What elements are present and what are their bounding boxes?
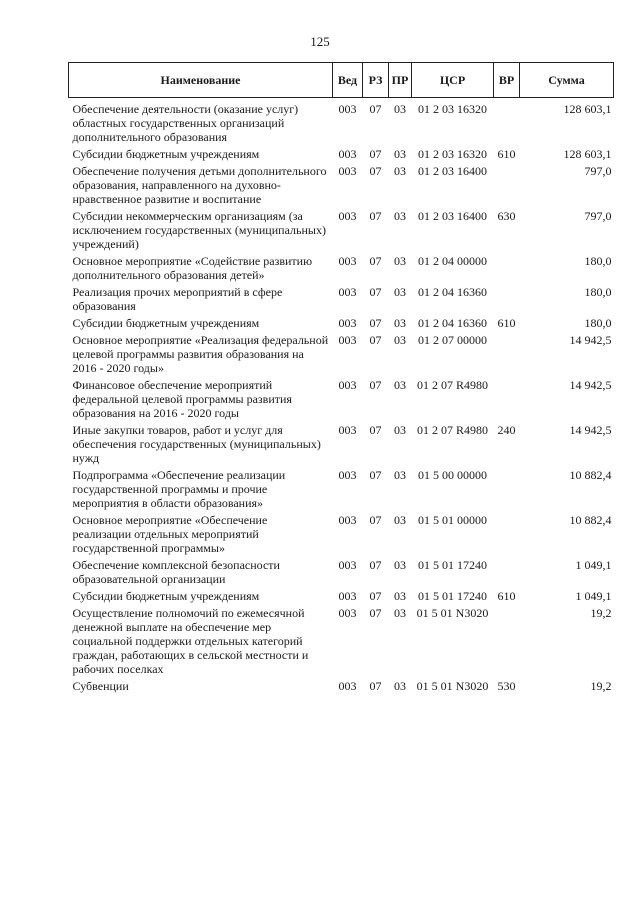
cell-ved: 003 [338, 209, 357, 223]
header-rz: РЗ [363, 63, 389, 98]
table-row [69, 606, 614, 679]
cell-pr: 03 [394, 209, 406, 223]
cell-pr: 03 [394, 468, 406, 482]
cell-rz: 07 [369, 254, 382, 268]
budget-table-container [68, 62, 613, 696]
cell-rz: 07 [369, 423, 382, 437]
table-row [69, 147, 614, 164]
cell-vr [494, 164, 520, 209]
cell-csr: 01 2 04 16360 [418, 316, 487, 330]
cell-csr: 01 2 04 16360 [418, 285, 487, 299]
cell-vr: 630 [497, 209, 516, 223]
header-sum: Сумма [520, 63, 614, 98]
cell-csr: 01 5 01 00000 [418, 513, 487, 527]
table-row [69, 316, 614, 333]
cell-vr [494, 254, 520, 285]
cell-sum: 180,0 [584, 316, 612, 330]
table-body [69, 98, 614, 697]
cell-ved: 003 [338, 333, 357, 347]
cell-vr [494, 285, 520, 316]
cell-name: Обеспечение деятельности (оказание услуг) областных государственных организаций дополнительного образования [72, 102, 299, 144]
cell-vr [494, 606, 520, 679]
cell-name: Обеспечение комплексной безопасности образовательной организации [72, 558, 280, 586]
cell-name: Реализация прочих мероприятий в сфере образования [72, 285, 283, 313]
cell-vr: 610 [497, 316, 516, 330]
cell-pr: 03 [394, 589, 406, 603]
cell-ved: 003 [338, 468, 357, 482]
cell-csr: 01 2 07 R4980 [416, 378, 488, 392]
cell-csr: 01 5 01 N3020 [416, 679, 489, 693]
cell-pr: 03 [394, 378, 406, 392]
cell-rz: 07 [369, 333, 382, 347]
cell-rz: 07 [369, 513, 382, 527]
cell-ved: 003 [338, 378, 357, 392]
cell-rz: 07 [369, 316, 382, 330]
cell-pr: 03 [394, 147, 406, 161]
cell-name: Субсидии бюджетным учреждениям [72, 589, 260, 603]
cell-ved: 003 [338, 558, 357, 572]
cell-pr: 03 [394, 316, 406, 330]
cell-vr [494, 378, 520, 423]
cell-ved: 003 [338, 316, 357, 330]
cell-vr [494, 558, 520, 589]
cell-pr: 03 [394, 102, 406, 116]
cell-vr: 610 [497, 147, 516, 161]
cell-ved: 003 [338, 254, 357, 268]
cell-pr: 03 [394, 254, 406, 268]
cell-rz: 07 [369, 378, 382, 392]
cell-sum: 10 882,4 [569, 513, 612, 527]
cell-name: Основное мероприятие «Содействие развитию дополнительного образования детей» [72, 254, 313, 282]
table-row [69, 423, 614, 468]
table-row [69, 209, 614, 254]
cell-name: Иные закупки товаров, работ и услуг для обеспечения государственных (муниципальных) нужд [72, 423, 321, 465]
cell-vr [494, 333, 520, 378]
cell-name: Подпрограмма «Обеспечение реализации государственной программы и прочие мероприятия в области образования» [72, 468, 286, 510]
cell-sum: 14 942,5 [569, 423, 612, 437]
cell-rz: 07 [369, 209, 382, 223]
cell-csr: 01 2 03 16400 [418, 164, 487, 178]
cell-name: Основное мероприятие «Обеспечение реализации отдельных мероприятий государственной программы» [72, 513, 268, 555]
cell-vr [494, 98, 520, 148]
cell-vr [494, 513, 520, 558]
cell-csr: 01 2 04 00000 [418, 254, 487, 268]
cell-name: Финансовое обеспечение мероприятий федеральной целевой программы развития образования на 2016 - 2020 годы [72, 378, 292, 420]
cell-name: Субсидии бюджетным учреждениям [72, 316, 260, 330]
cell-pr: 03 [394, 285, 406, 299]
table-row [69, 558, 614, 589]
cell-rz: 07 [369, 164, 382, 178]
cell-csr: 01 2 03 16320 [418, 147, 487, 161]
cell-rz: 07 [369, 147, 382, 161]
header-pr: ПР [389, 63, 412, 98]
table-row [69, 468, 614, 513]
cell-sum: 128 603,1 [563, 102, 612, 116]
page-number: 125 [310, 34, 330, 49]
cell-name: Субсидии бюджетным учреждениям [72, 147, 260, 161]
table-row [69, 589, 614, 606]
cell-ved: 003 [338, 513, 357, 527]
cell-ved: 003 [338, 679, 357, 693]
table-row [69, 513, 614, 558]
cell-csr: 01 2 07 R4980 [416, 423, 488, 437]
cell-csr: 01 5 01 17240 [418, 589, 487, 603]
table-row [69, 679, 614, 696]
header-vr: ВР [494, 63, 520, 98]
budget-table [68, 62, 614, 696]
cell-rz: 07 [369, 606, 382, 620]
cell-pr: 03 [394, 164, 406, 178]
cell-sum: 10 882,4 [569, 468, 612, 482]
cell-sum: 180,0 [584, 254, 612, 268]
cell-sum: 14 942,5 [569, 378, 612, 392]
cell-ved: 003 [338, 164, 357, 178]
cell-vr: 610 [497, 589, 516, 603]
cell-rz: 07 [369, 285, 382, 299]
cell-vr: 530 [497, 679, 516, 693]
table-row [69, 285, 614, 316]
cell-csr: 01 5 00 00000 [418, 468, 487, 482]
header-csr: ЦСР [412, 63, 494, 98]
cell-name: Осуществление полномочий по ежемесячной денежной выплате на обеспечение мер социальной поддержки отдельных категорий граждан, работающих в сельской местности и рабочих поселках [72, 606, 309, 676]
cell-rz: 07 [369, 589, 382, 603]
cell-pr: 03 [394, 333, 406, 347]
cell-ved: 003 [338, 423, 357, 437]
cell-name: Субвенции [72, 679, 129, 693]
cell-csr: 01 5 01 17240 [418, 558, 487, 572]
table-row [69, 378, 614, 423]
table-row [69, 254, 614, 285]
table-row [69, 333, 614, 378]
cell-sum: 797,0 [584, 209, 612, 223]
cell-pr: 03 [394, 513, 406, 527]
cell-vr [494, 468, 520, 513]
cell-sum: 1 049,1 [575, 589, 612, 603]
cell-name: Основное мероприятие «Реализация федеральной целевой программы развития образования на 2016 - 2020 годы» [72, 333, 329, 375]
cell-ved: 003 [338, 589, 357, 603]
cell-sum: 1 049,1 [575, 558, 612, 572]
table-row [69, 98, 614, 148]
cell-rz: 07 [369, 468, 382, 482]
header-ved: Вед [333, 63, 363, 98]
cell-ved: 003 [338, 102, 357, 116]
cell-sum: 19,2 [590, 679, 612, 693]
cell-name: Обеспечение получения детьми дополнительного образования, направленного на духовно-нравственное развитие и воспитание [72, 164, 327, 206]
cell-csr: 01 2 03 16320 [418, 102, 487, 116]
cell-rz: 07 [369, 558, 382, 572]
cell-ved: 003 [338, 147, 357, 161]
header-name: Наименование [69, 63, 333, 98]
cell-ved: 003 [338, 606, 357, 620]
cell-sum: 14 942,5 [569, 333, 612, 347]
header-row [69, 63, 614, 98]
table-header [69, 63, 614, 98]
cell-csr: 01 5 01 N3020 [416, 606, 489, 620]
cell-sum: 128 603,1 [563, 147, 612, 161]
cell-pr: 03 [394, 679, 406, 693]
cell-name: Субсидии некоммерческим организациям (за исключением государственных (муниципальных) учреждений) [72, 209, 326, 251]
cell-pr: 03 [394, 423, 406, 437]
cell-rz: 07 [369, 102, 382, 116]
cell-sum: 180,0 [584, 285, 612, 299]
cell-sum: 19,2 [590, 606, 612, 620]
table-row [69, 164, 614, 209]
cell-vr: 240 [497, 423, 516, 437]
cell-rz: 07 [369, 679, 382, 693]
cell-sum: 797,0 [584, 164, 612, 178]
cell-ved: 003 [338, 285, 357, 299]
cell-csr: 01 2 07 00000 [418, 333, 487, 347]
cell-csr: 01 2 03 16400 [418, 209, 487, 223]
cell-pr: 03 [394, 558, 406, 572]
cell-pr: 03 [394, 606, 406, 620]
